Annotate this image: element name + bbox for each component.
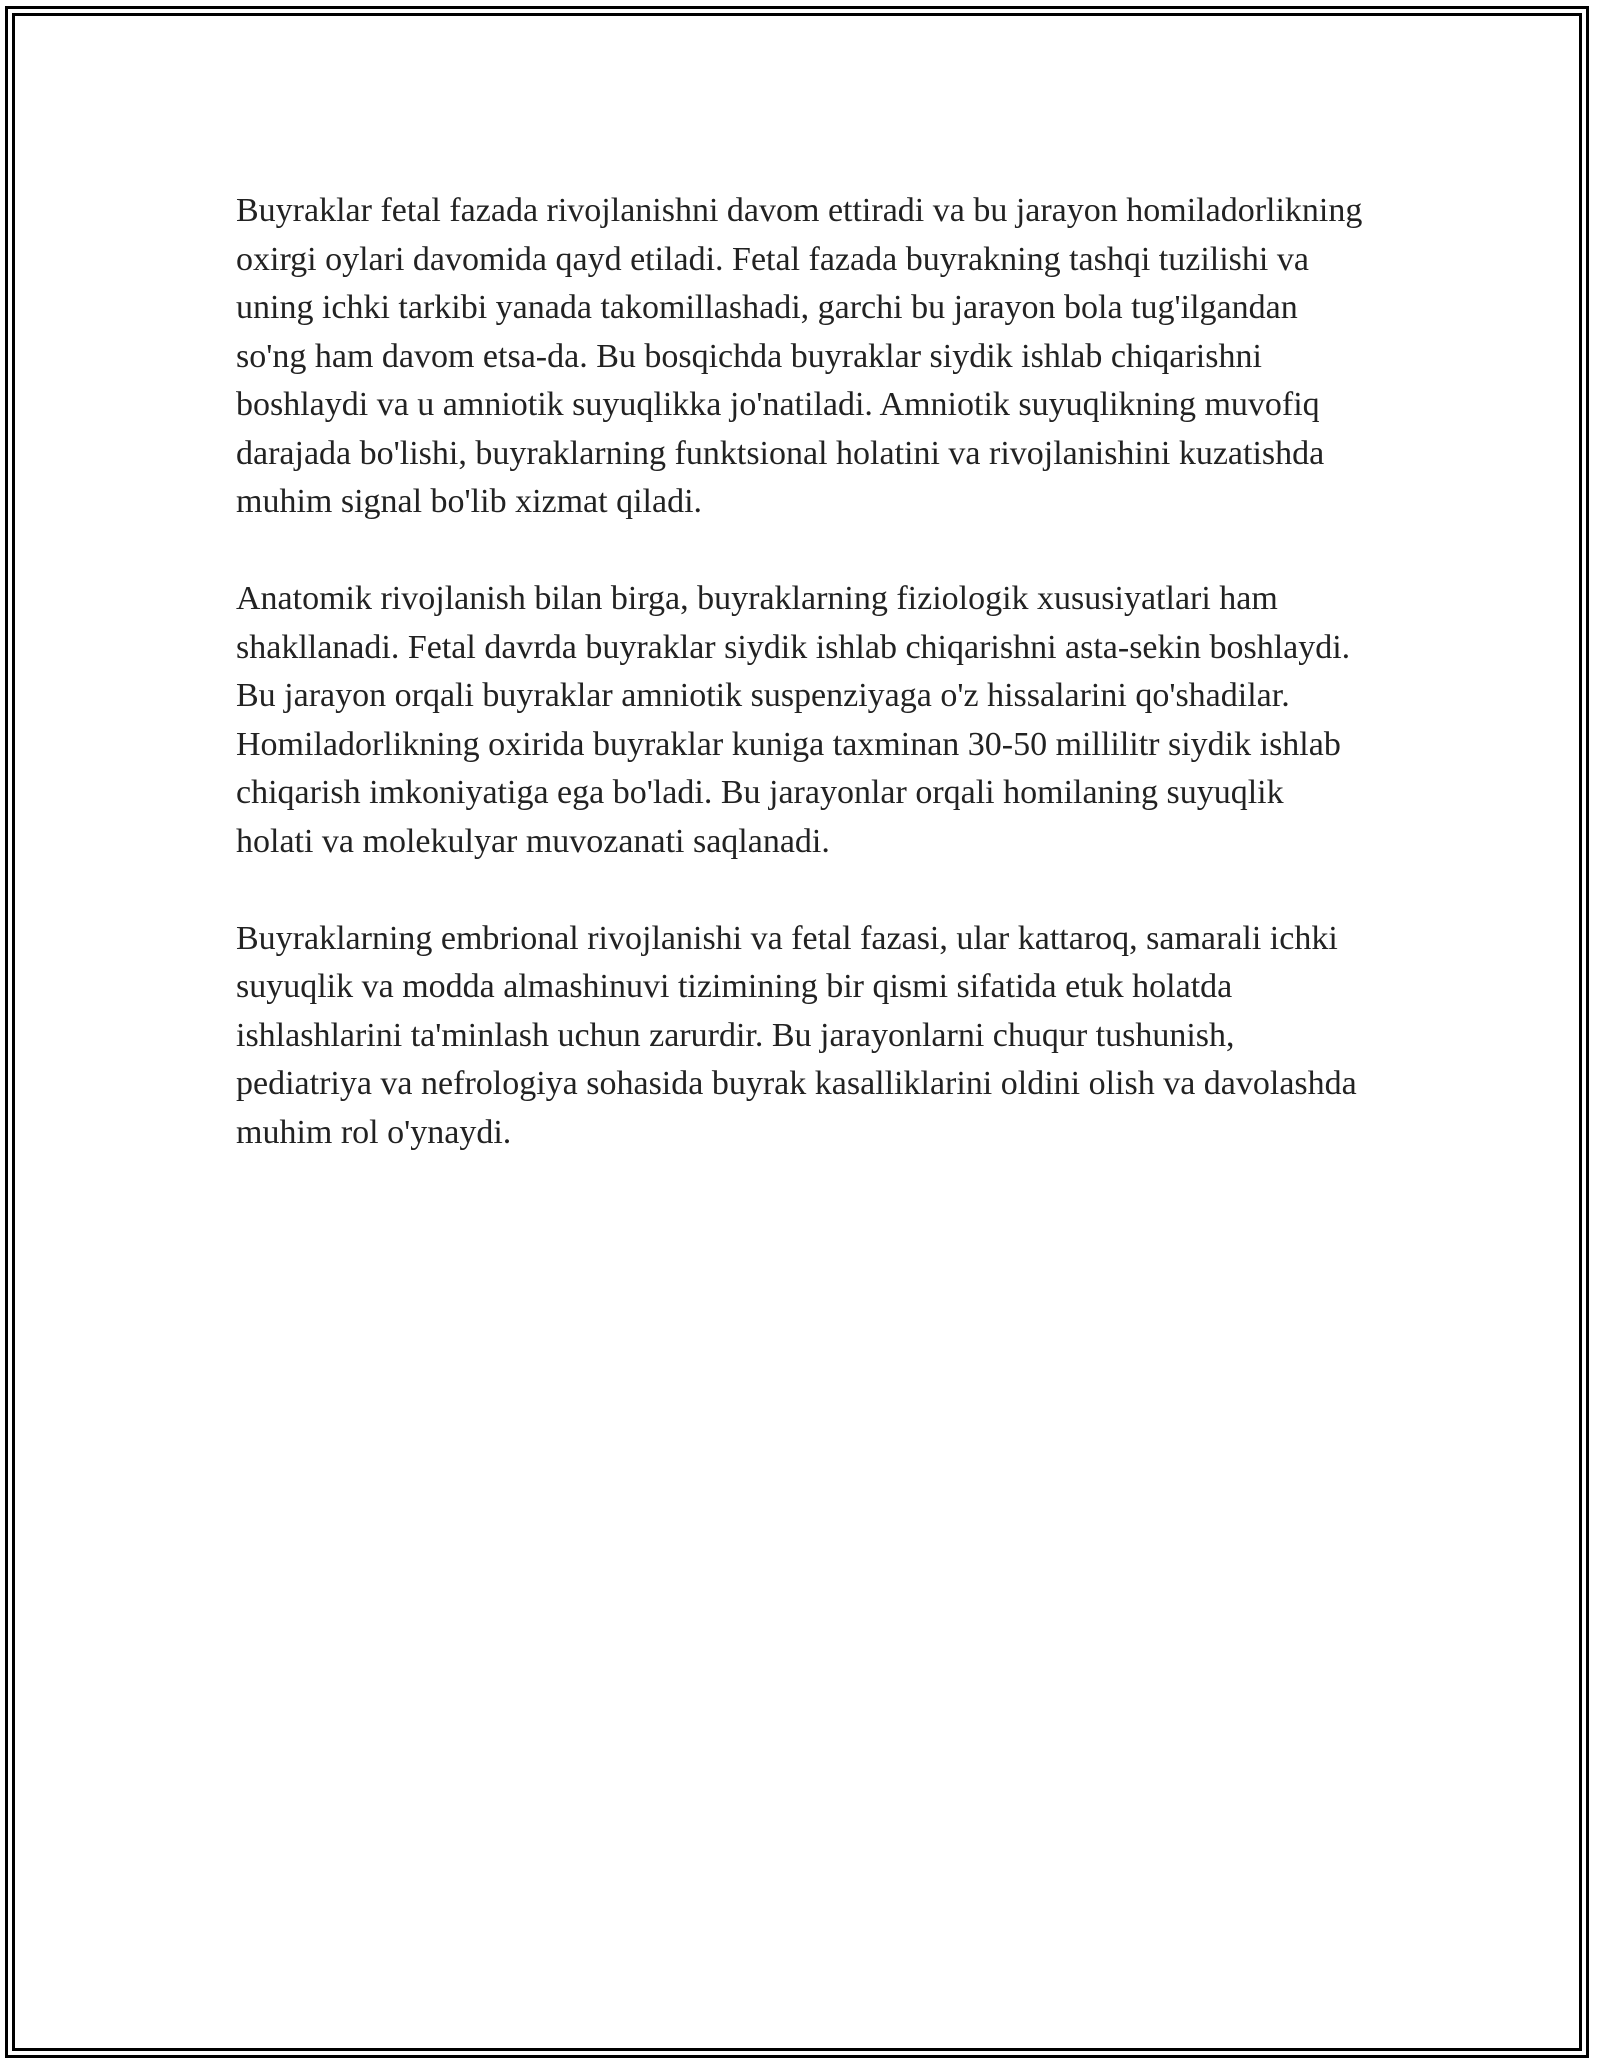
paragraph-1: Buyraklar fetal fazada rivojlanishni davom ettiradi va bu jarayon homiladorlikning oxirgi oylari davomida qayd etiladi. Fetal fazada buyrakning tashqi tuzilishi va uning ichki tarkibi yanada takomillashadi, garchi bu jarayon bola tug'ilgandan so'ng ham davom etsa-da. Bu bosqichda buyraklar siydik ishlab chiqarishni boshlaydi va u amniotik suyuqlikka jo'natiladi. Amniotik suyuqlikning muvofiq darajada bo'lishi, buyraklarning funktsional holatini va rivojlanishini kuzatishda muhim signal bo'lib xizmat qiladi.: [236, 192, 1363, 520]
paragraph-2: Anatomik rivojlanish bilan birga, buyraklarning fiziologik xususiyatlari ham shakllanadi. Fetal davrda buyraklar siydik ishlab chiqarishni asta-sekin boshlaydi. Bu jarayon orqali buyraklar amniotik suspenziyaga o'z hissalarini qo'shadilar. Homiladorlikning oxirida buyraklar kuniga taxminan 30-50 millilitr siydik ishlab chiqarish imkoniyatiga ega bo'ladi. Bu jarayonlar orqali homilaning suyuqlik holati va molekulyar muvozanati saqlanadi.: [236, 580, 1351, 860]
document-body: [236, 187, 1366, 1206]
paragraph-3: Buyraklarning embrional rivojlanishi va fetal fazasi, ular kattaroq, samarali ichki suyuqlik va modda almashinuvi tizimining bir qismi sifatida etuk holatda ishlashlarini ta'minlash uchun zarurdir. Bu jarayonlarni chuqur tushunish, pediatriya va nefrologiya sohasida buyrak kasalliklarini oldini olish va davolashda muhim rol o'ynaydi.: [236, 919, 1357, 1151]
